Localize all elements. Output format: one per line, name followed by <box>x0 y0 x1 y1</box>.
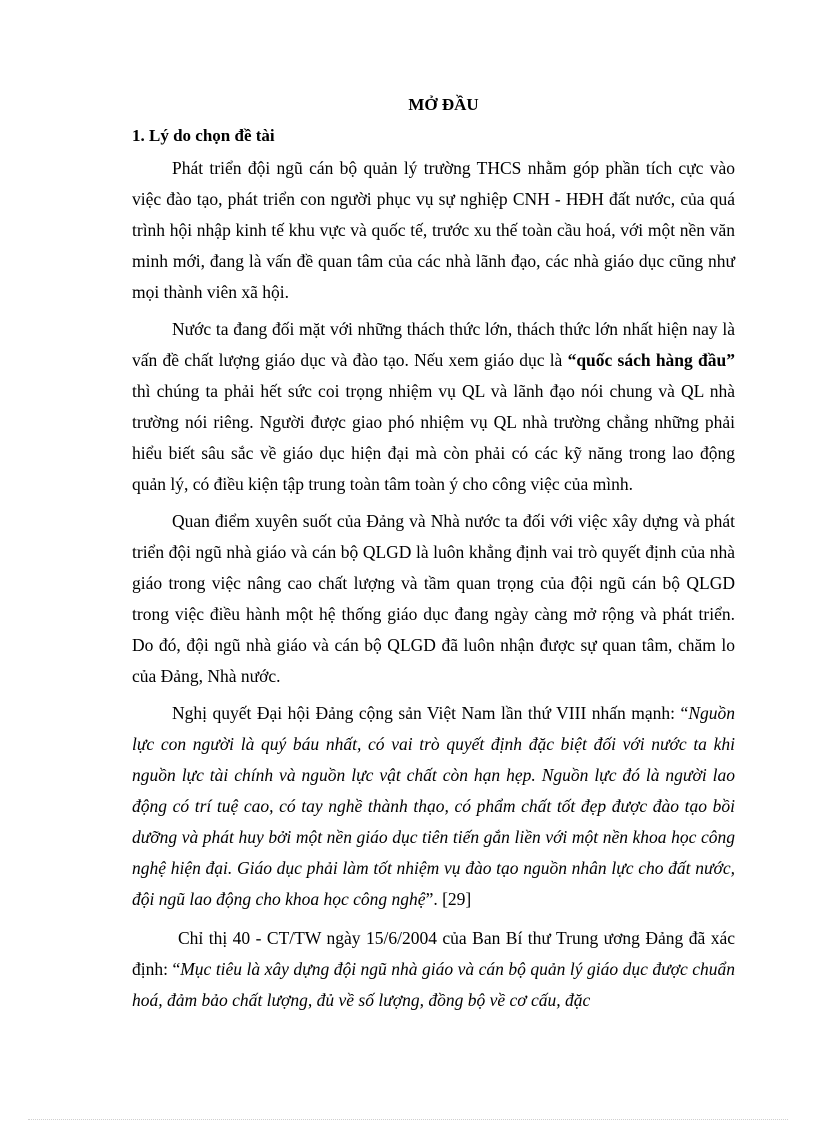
paragraph-4-citation: ”. [29] <box>425 889 472 909</box>
page-bottom-divider <box>28 1119 788 1120</box>
paragraph-2 <box>132 314 735 500</box>
paragraph-3: Quan điểm xuyên suốt của Đảng và Nhà nước ta đối với việc xây dựng và phát triển đội ngũ nhà giáo và cán bộ QLGD là luôn khẳng định vai trò quyết định của nhà giáo trong việc nâng cao chất lượng và tầm quan trọng của đội ngũ cán bộ QLGD trong việc điều hành một hệ thống giáo dục đang ngày càng mở rộng và phát triển. Do đó, đội ngũ nhà giáo và cán bộ QLGD đã luôn nhận được sự quan tâm, chăm lo của Đảng, Nhà nước. <box>132 511 735 686</box>
page-title: MỞ ĐẦU <box>408 95 479 114</box>
paragraph-5 <box>132 923 735 1016</box>
paragraph-5-text-before: Chỉ thị 40 - CT/TW ngày 15/6/2004 của Ban Bí thư Trung ương Đảng đã xác định: “ <box>132 928 735 979</box>
paragraph-4 <box>132 698 735 915</box>
paragraph-5-quote: Mục tiêu là xây dựng đội ngũ nhà giáo và cán bộ quản lý giáo dục được chuẩn hoá, đảm bảo chất lượng, đủ về số lượng, đồng bộ về cơ cấu, đặc <box>132 959 735 1010</box>
paragraph-4-quote: Nguồn lực con người là quý báu nhất, có vai trò quyết định đặc biệt đối với nước ta khi nguồn lực tài chính và nguồn lực vật chất còn hạn hẹp. Nguồn lực đó là người lao động có trí tuệ cao, có tay nghề thành thạo, có phẩm chất tốt đẹp được đào tạo bồi dưỡng và phát huy bởi một nền giáo dục tiên tiến gắn liền với một nền khoa học công nghệ hiện đại. Giáo dục phải làm tốt nhiệm vụ đào tạo nguồn nhân lực cho đất nước, đội ngũ lao động cho khoa học công nghệ <box>132 703 735 909</box>
paragraph-2-text-after: thì chúng ta phải hết sức coi trọng nhiệm vụ QL và lãnh đạo nói chung và QL nhà trường nói riêng. Người được giao phó nhiệm vụ QL nhà trường chẳng những phải hiểu biết sâu sắc về giáo dục hiện đại mà còn phải có các kỹ năng trong lao động quản lý, có điều kiện tập trung toàn tâm toàn ý cho công việc của mình. <box>132 381 735 494</box>
paragraph-2-emphasis: “quốc sách hàng đầu” <box>567 350 735 370</box>
document-page <box>132 92 735 1016</box>
paragraph-4-text-before: Nghị quyết Đại hội Đảng cộng sản Việt Nam lần thứ VIII nhấn mạnh: “ <box>172 703 689 723</box>
paragraph-1: Phát triển đội ngũ cán bộ quản lý trường THCS nhằm góp phần tích cực vào việc đào tạo, phát triển con người phục vụ sự nghiệp CNH - HĐH đất nước, của quá trình hội nhập kinh tế khu vực và quốc tế, trước xu thế toàn cầu hoá, với một nền văn minh mới, đang là vấn đề quan tâm của các nhà lãnh đạo, các nhà giáo dục cũng như mọi thành viên xã hội. <box>132 158 735 302</box>
section-heading: 1. Lý do chọn đề tài <box>132 126 275 145</box>
paragraph-2-text-before: Nước ta đang đối mặt với những thách thức lớn, thách thức lớn nhất hiện nay là vấn đề chất lượng giáo dục và đào tạo. Nếu xem giáo dục là <box>132 319 735 370</box>
